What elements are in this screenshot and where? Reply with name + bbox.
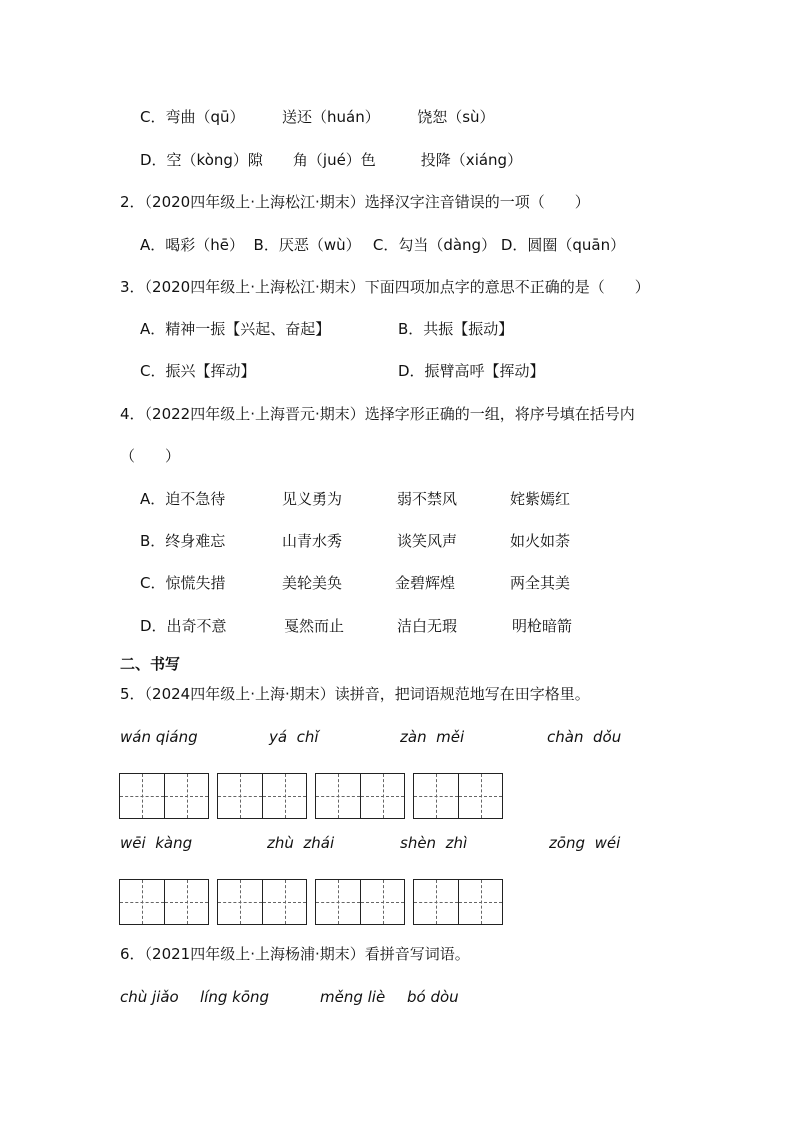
q3-option-a: A．精神一振【兴起、奋起】	[140, 320, 331, 338]
q1-option-c: C．弯曲（qū） 送还（huán） 饶恕（sù）	[140, 108, 495, 126]
tianzige-cell[interactable]	[316, 880, 360, 924]
tianzige-box[interactable]	[413, 773, 503, 819]
tianzige-cell[interactable]	[414, 774, 458, 818]
q4-row-a-item: 见义勇为	[282, 490, 343, 508]
tianzige-cell[interactable]	[360, 774, 404, 818]
q3-option-b: B．共振【振动】	[398, 320, 514, 338]
tianzige-cell[interactable]	[218, 880, 262, 924]
q4-row-d-item: D．出奇不意	[140, 617, 227, 635]
q6-stem: 6．（2021四年级上·上海杨浦·期末）看拼音写词语。	[120, 945, 470, 963]
tianzige-cell[interactable]	[120, 774, 164, 818]
q4-stem: 4．（2022四年级上·上海晋元·期末）选择字形正确的一组，将序号填在括号内	[120, 405, 635, 423]
q3-option-c: C．振兴【挥动】	[140, 362, 256, 380]
tianzige-box[interactable]	[315, 773, 405, 819]
q6-pinyin: líng kōng	[200, 988, 270, 1006]
q4-row-d-item: 明枪暗箭	[512, 617, 573, 635]
q4-row-b-item: 如火如荼	[510, 532, 571, 550]
q5-pinyin: yá chǐ	[269, 728, 319, 746]
tianzige-cell[interactable]	[262, 880, 306, 924]
tianzige-cell[interactable]	[316, 774, 360, 818]
q5-stem: 5．（2024四年级上·上海·期末）读拼音，把词语规范地写在田字格里。	[120, 685, 590, 703]
tianzige-box[interactable]	[119, 773, 209, 819]
q2-options: A．喝彩（hē） B．厌恶（wù） C．勾当（dàng） D．圆圈（quān）	[140, 236, 626, 254]
tianzige-box[interactable]	[217, 773, 307, 819]
tianzige-cell[interactable]	[360, 880, 404, 924]
section-heading: 二、书写	[120, 655, 181, 673]
q5-pinyin: shèn zhì	[400, 834, 468, 852]
writing-grid-row	[119, 879, 503, 925]
q5-pinyin: wán qiáng	[120, 728, 198, 746]
tianzige-cell[interactable]	[414, 880, 458, 924]
tianzige-cell[interactable]	[262, 774, 306, 818]
q6-pinyin: chù jiǎo	[120, 988, 179, 1006]
q5-pinyin: zōng wéi	[549, 834, 621, 852]
tianzige-cell[interactable]	[218, 774, 262, 818]
writing-grid-row	[119, 773, 503, 819]
q4-row-c-item: 美轮美奂	[282, 574, 343, 592]
q4-row-b-item: 谈笑风声	[397, 532, 458, 550]
q5-pinyin: zhù zhái	[267, 834, 335, 852]
q4-row-a-item: 弱不禁风	[397, 490, 458, 508]
tianzige-cell[interactable]	[164, 880, 208, 924]
q6-pinyin: bó dòu	[407, 988, 459, 1006]
q4-row-d-item: 洁白无瑕	[397, 617, 458, 635]
q2-stem: 2．（2020四年级上·上海松江·期末）选择汉字注音错误的一项（ ）	[120, 193, 590, 211]
q4-row-b-item: 山青水秀	[282, 532, 343, 550]
tianzige-cell[interactable]	[458, 880, 502, 924]
tianzige-cell[interactable]	[120, 880, 164, 924]
q4-row-c-item: 金碧辉煌	[395, 574, 456, 592]
q4-row-c-item: C．惊慌失措	[140, 574, 226, 592]
q4-row-a-item: A．迫不急待	[140, 490, 226, 508]
tianzige-box[interactable]	[413, 879, 503, 925]
q4-row-d-item: 戛然而止	[284, 617, 345, 635]
tianzige-box[interactable]	[217, 879, 307, 925]
tianzige-cell[interactable]	[458, 774, 502, 818]
q4-row-c-item: 两全其美	[510, 574, 571, 592]
q3-stem: 3．（2020四年级上·上海松江·期末）下面四项加点字的意思不正确的是（ ）	[120, 278, 650, 296]
q4-answer-paren: （ ）	[120, 447, 181, 465]
q4-row-b-item: B．终身难忘	[140, 532, 226, 550]
q5-pinyin: zàn měi	[400, 728, 465, 746]
tianzige-cell[interactable]	[164, 774, 208, 818]
q3-option-d: D．振臂高呼【挥动】	[398, 362, 545, 380]
q4-row-a-item: 姹紫嫣红	[510, 490, 571, 508]
tianzige-box[interactable]	[119, 879, 209, 925]
tianzige-box[interactable]	[315, 879, 405, 925]
q5-pinyin: chàn dǒu	[547, 728, 622, 746]
q5-pinyin: wēi kàng	[120, 834, 193, 852]
q1-option-d: D．空（kòng）隙 角（jué）色 投降（xiáng）	[140, 151, 523, 169]
q6-pinyin: měng liè	[320, 988, 386, 1006]
